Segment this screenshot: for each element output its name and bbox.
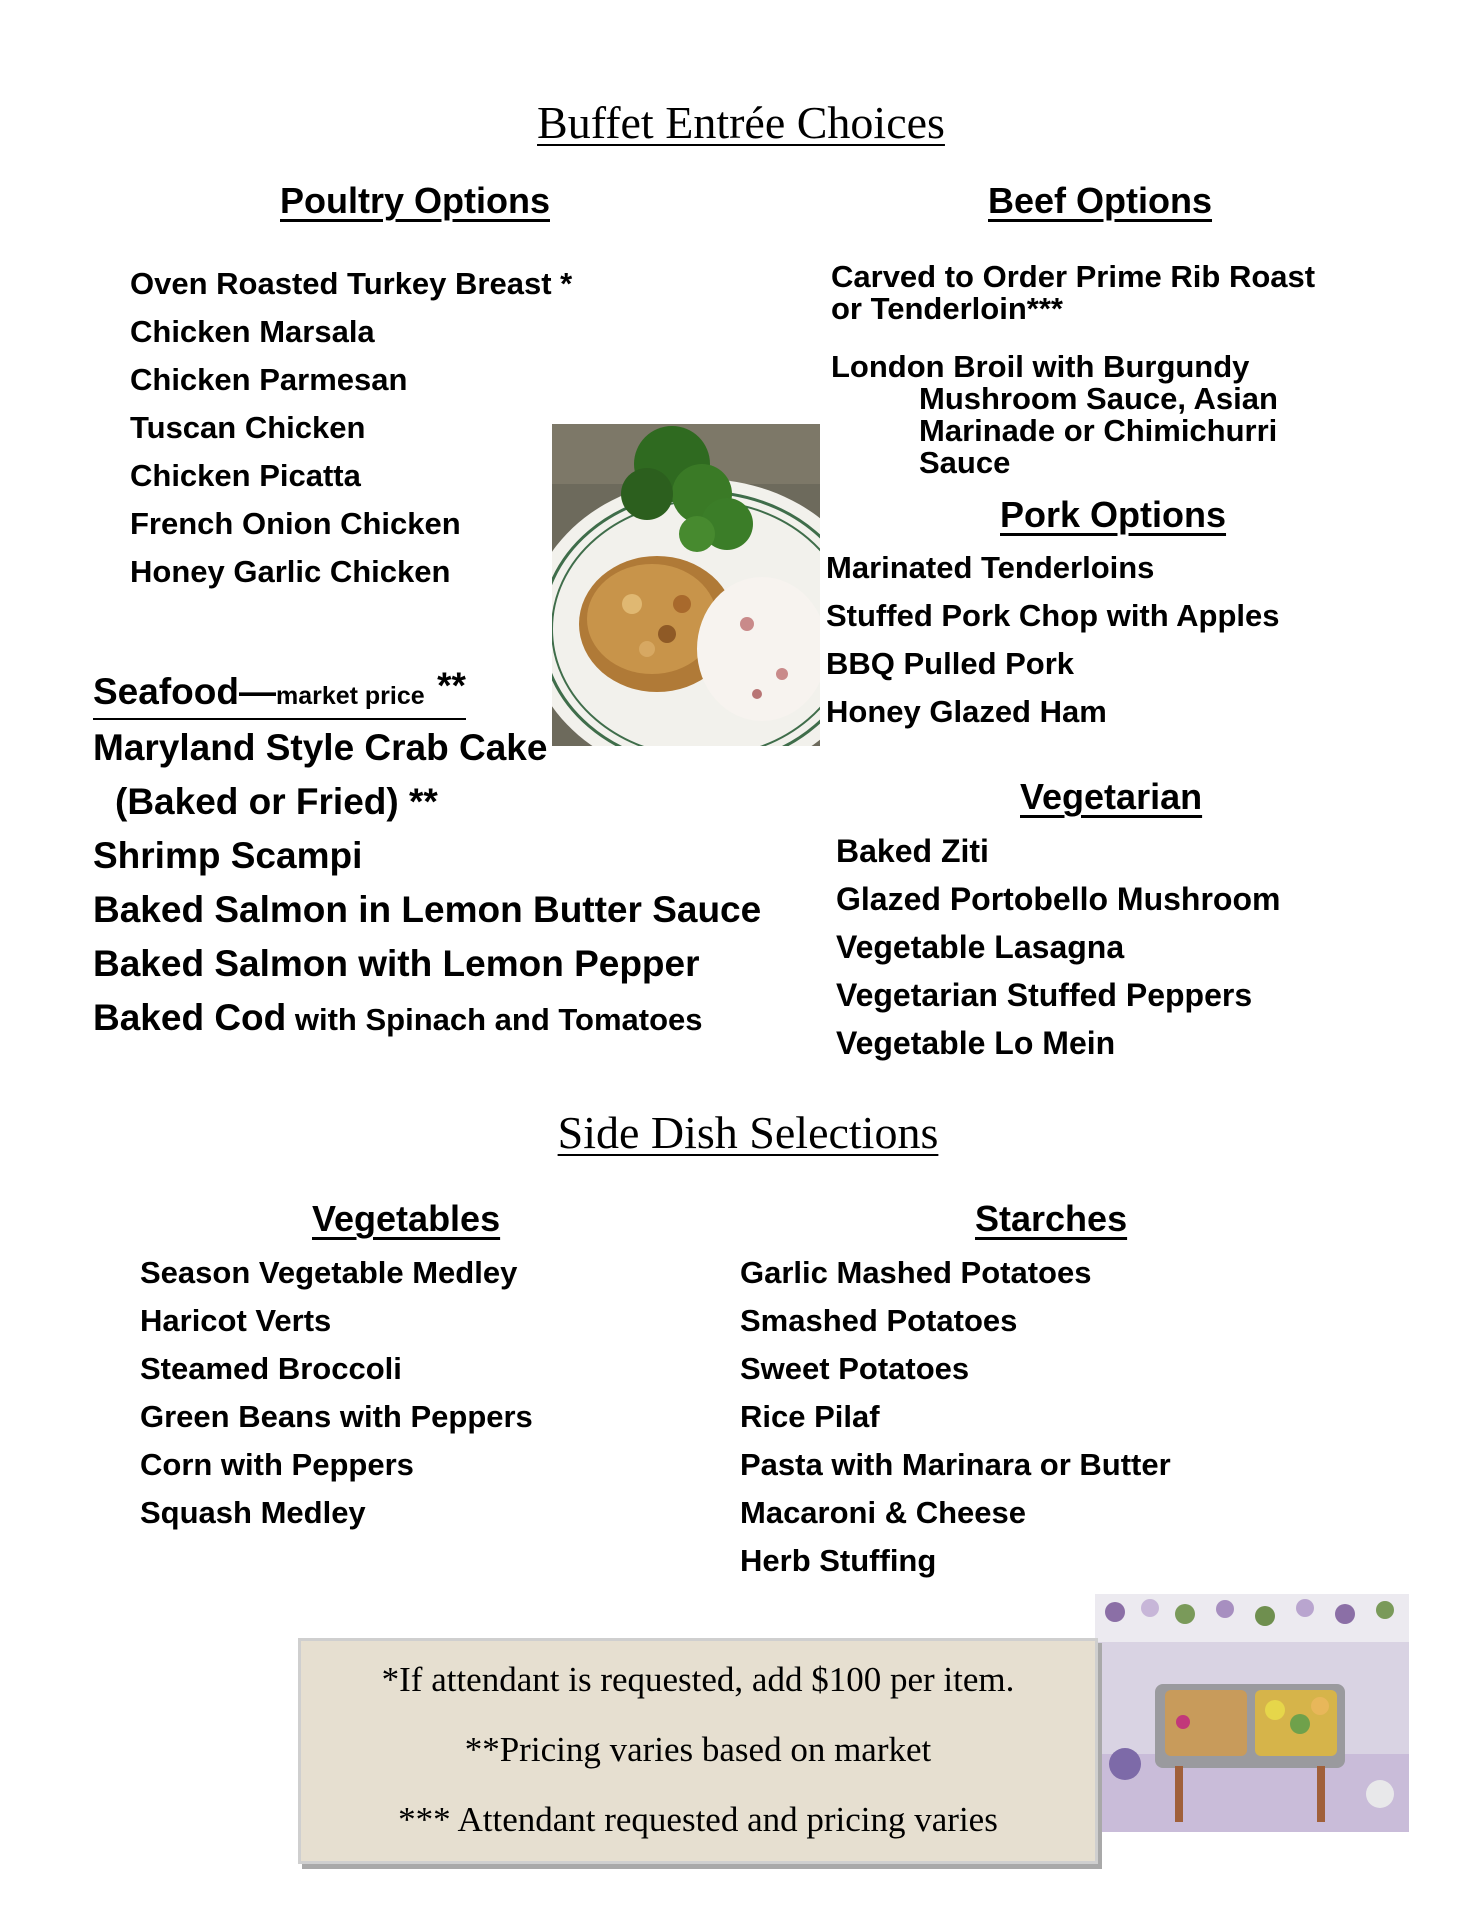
list-item: Maryland Style Crab Cake: [93, 727, 548, 768]
buffet-image: [1095, 1594, 1409, 1832]
list-item: Steamed Broccoli: [140, 1351, 402, 1386]
list-item: Chicken Marsala: [130, 314, 375, 349]
pork-list: [826, 544, 1280, 736]
list-item: Garlic Mashed Potatoes: [740, 1255, 1092, 1290]
sides-title-text: Side Dish Selections: [557, 1107, 939, 1158]
list-item: [831, 261, 1315, 325]
crab-cake-image: [552, 424, 820, 746]
vegetables-heading: Vegetables: [312, 1198, 501, 1239]
beef-item-2-line-4: Sauce: [919, 445, 1011, 480]
list-item: Baked Ziti: [836, 833, 989, 869]
list-item: Macaroni & Cheese: [740, 1495, 1026, 1530]
beef-item-2-line-1: London Broil with Burgundy: [831, 349, 1250, 384]
list-item: [831, 351, 1315, 479]
seafood-list: [93, 721, 761, 1047]
pork-heading: Pork Options: [1000, 494, 1227, 535]
list-item: Green Beans with Peppers: [140, 1399, 533, 1434]
list-item: Vegetarian Stuffed Peppers: [836, 977, 1253, 1013]
seafood-dash: —: [238, 671, 276, 712]
seafood-stars: **: [437, 665, 466, 706]
beef-item-1-line-2: or Tenderloin***: [831, 291, 1063, 326]
poultry-list: [130, 260, 572, 596]
page-title-text: Buffet Entrée Choices: [537, 97, 945, 148]
vegetables-list: [140, 1249, 533, 1537]
list-item: Season Vegetable Medley: [140, 1255, 518, 1290]
list-item: BBQ Pulled Pork: [826, 646, 1075, 681]
list-item: Baked Salmon with Lemon Pepper: [93, 943, 700, 984]
list-item: Baked Salmon in Lemon Butter Sauce: [93, 889, 762, 930]
list-item: (Baked or Fried) **: [115, 781, 438, 822]
beef-item-2-line-3: Marinade or Chimichurri: [919, 413, 1278, 448]
note-1: *If attendant is requested, add $100 per item.: [381, 1660, 1015, 1699]
list-item: Squash Medley: [140, 1495, 366, 1530]
list-item: Chicken Picatta: [130, 458, 361, 493]
list-item: Oven Roasted Turkey Breast *: [130, 266, 573, 301]
note-3: *** Attendant requested and pricing varies: [398, 1800, 998, 1839]
list-item: Shrimp Scampi: [93, 835, 363, 876]
seafood-heading: [93, 665, 466, 720]
list-item: Chicken Parmesan: [130, 362, 408, 397]
crab-cake-photo: [552, 424, 820, 746]
starches-heading: Starches: [975, 1198, 1128, 1239]
list-item: Honey Glazed Ham: [826, 694, 1107, 729]
list-item: Marinated Tenderloins: [826, 550, 1155, 585]
poultry-heading: Poultry Options: [280, 180, 550, 221]
list-item: Tuscan Chicken: [130, 410, 366, 445]
beef-heading: Beef Options: [988, 180, 1213, 221]
seafood-market-price: market price: [275, 682, 425, 710]
list-item: Stuffed Pork Chop with Apples: [826, 598, 1280, 633]
list-item-rest: with Spinach and Tomatoes: [286, 1002, 703, 1037]
list-item: Rice Pilaf: [740, 1399, 880, 1434]
list-item: Corn with Peppers: [140, 1447, 414, 1482]
list-item: Glazed Portobello Mushroom: [836, 881, 1281, 917]
list-item-main: Baked Cod: [93, 997, 287, 1038]
list-item: Smashed Potatoes: [740, 1303, 1018, 1338]
list-item: Herb Stuffing: [740, 1543, 937, 1578]
list-item: Pasta with Marinara or Butter: [740, 1447, 1171, 1482]
seafood-heading-text: Seafood: [93, 671, 239, 712]
list-item: Honey Garlic Chicken: [130, 554, 451, 589]
list-item: [93, 991, 761, 1047]
note-2: **Pricing varies based on market: [464, 1730, 932, 1769]
list-item: French Onion Chicken: [130, 506, 461, 541]
buffet-photo: [1095, 1594, 1409, 1832]
list-item: Vegetable Lo Mein: [836, 1025, 1116, 1061]
starches-list: [740, 1249, 1171, 1585]
beef-item-2-line-2: Mushroom Sauce, Asian: [919, 381, 1278, 416]
list-item: Vegetable Lasagna: [836, 929, 1125, 965]
vegetarian-heading: Vegetarian: [1020, 776, 1203, 817]
list-item: Haricot Verts: [140, 1303, 332, 1338]
beef-item-1-line-1: Carved to Order Prime Rib Roast: [831, 259, 1316, 294]
list-item: Sweet Potatoes: [740, 1351, 970, 1386]
beef-list: [831, 261, 1315, 479]
sides-title: [0, 1106, 1484, 1159]
vegetarian-list: [836, 827, 1280, 1067]
notes-box: [298, 1638, 1098, 1864]
page-title: [0, 96, 1484, 149]
